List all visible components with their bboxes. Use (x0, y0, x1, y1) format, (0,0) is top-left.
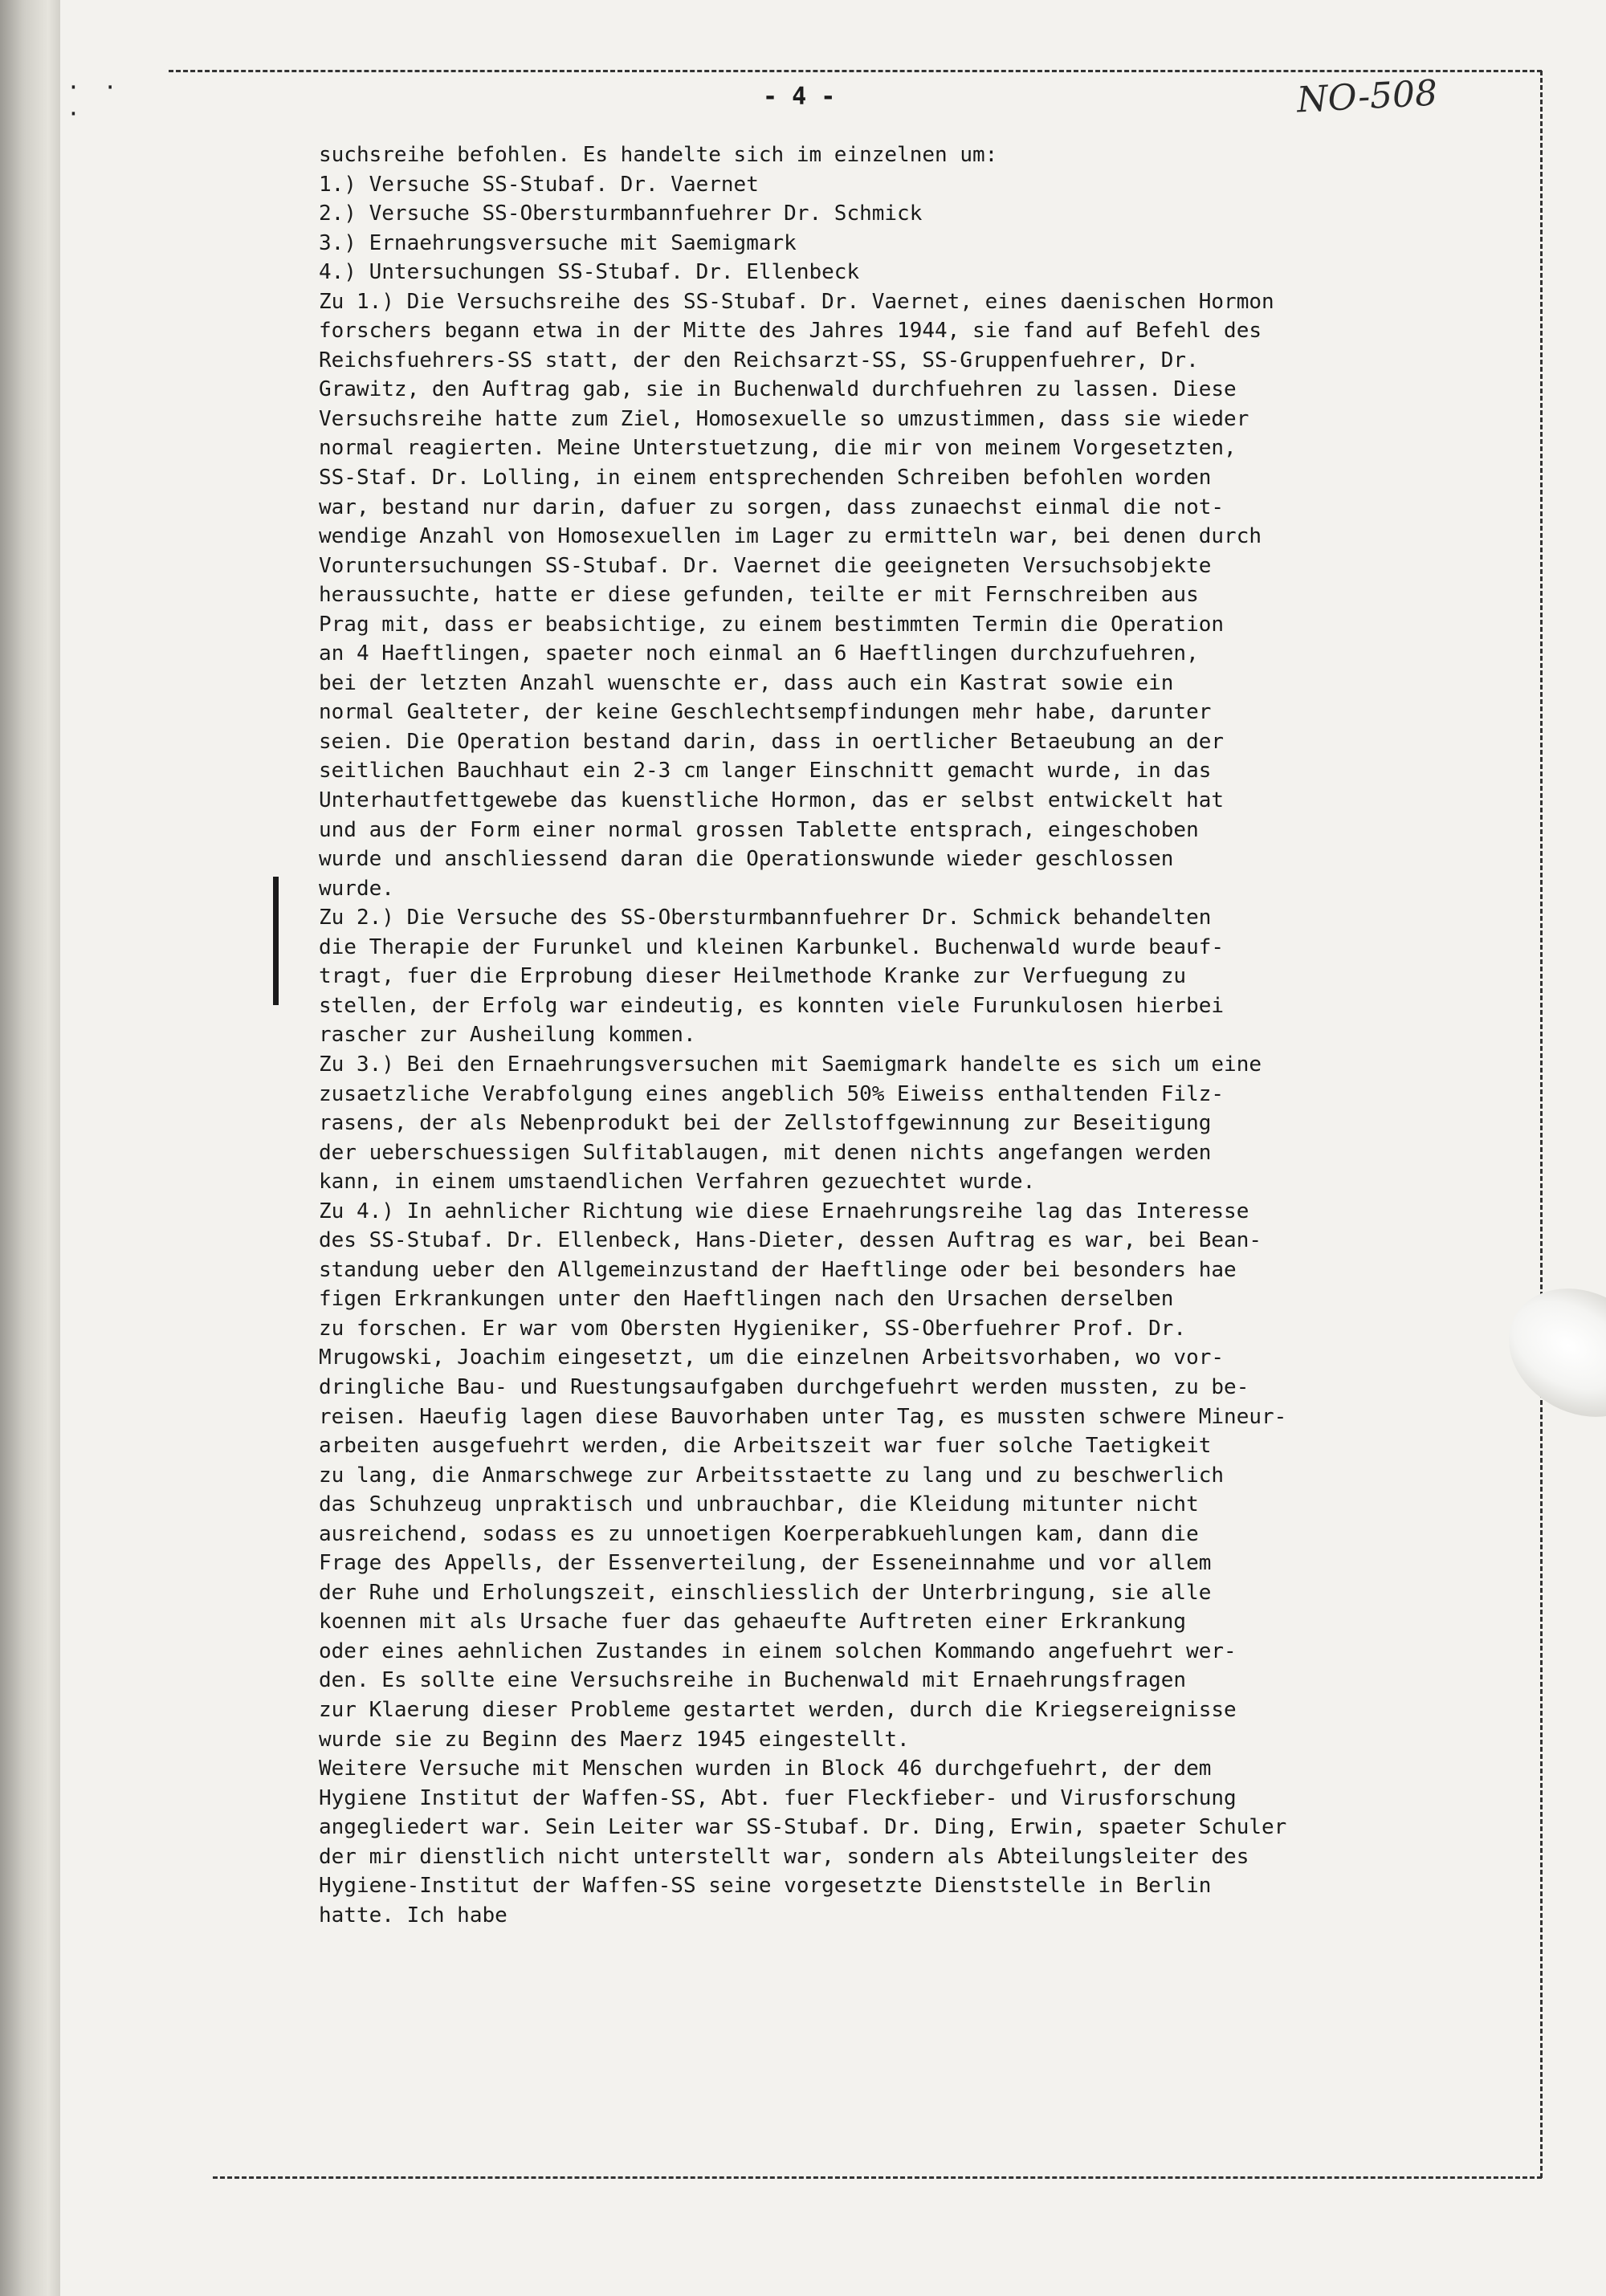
text-line: ausreichend, sodass es zu unnoetigen Koerperabkuehlungen kam, dann die (319, 1521, 1199, 1546)
text-line: Reichsfuehrers-SS statt, der den Reichsarzt-SS, SS-Gruppenfuehrer, Dr. (319, 348, 1199, 372)
text-line: Weitere Versuche mit Menschen wurden in Block 46 durchgefuehrt, der dem (319, 1757, 1212, 1781)
text-line: Grawitz, den Auftrag gab, sie in Buchenwald durchfuehren zu lassen. Diese (319, 377, 1237, 402)
text-line: normal Gealteter, der keine Geschlechtsempfindungen mehr habe, darunter (319, 700, 1212, 725)
text-line: bei der letzten Anzahl wuenschte er, dass auch ein Kastrat sowie ein (319, 670, 1174, 695)
frame-border-right (1540, 71, 1543, 2178)
text-line: standung ueber den Allgemeinzustand der Haeftlinge oder bei besonders hae (319, 1257, 1237, 1282)
text-line: Mrugowski, Joachim eingesetzt, um die einzelnen Arbeitsvorhaben, wo vor- (319, 1345, 1225, 1370)
body-text (319, 140, 1467, 1930)
text-line: Zu 4.) In aehnlicher Richtung wie diese Ernaehrungsreihe lag das Interesse (319, 1199, 1249, 1223)
text-line: zur Klaerung dieser Probleme gestartet werden, durch die Kriegsereignisse (319, 1697, 1237, 1722)
text-line: kann, in einem umstaendlichen Verfahren gezuechtet wurde. (319, 1170, 1036, 1195)
text-line: koennen mit als Ursache fuer das gehaeufte Auftreten einer Erkrankung (319, 1610, 1187, 1634)
text-line: angegliedert war. Sein Leiter war SS-Stubaf. Dr. Ding, Erwin, spaeter Schuler (319, 1815, 1287, 1840)
text-line: den. Es sollte eine Versuchsreihe in Buchenwald mit Ernaehrungsfragen (319, 1668, 1187, 1693)
adjacent-page-edge (0, 0, 60, 2296)
binding-hole-marks: · · · (67, 74, 122, 127)
text-line: 4.) Untersuchungen SS-Stubaf. Dr. Ellenbeck (319, 260, 860, 285)
text-line: 1.) Versuche SS-Stubaf. Dr. Vaernet (319, 172, 759, 197)
text-line: Hygiene-Institut der Waffen-SS seine vorgesetzte Dienststelle in Berlin (319, 1874, 1212, 1899)
text-line: wendige Anzahl von Homosexuellen im Lager zu ermitteln war, bei denen durch (319, 524, 1262, 549)
text-line: dringliche Bau- und Ruestungsaufgaben durchgefuehrt werden mussten, zu be- (319, 1374, 1249, 1399)
text-line: zu forschen. Er war vom Obersten Hygieniker, SS-Oberfuehrer Prof. Dr. (319, 1316, 1187, 1341)
frame-border-bottom (213, 2176, 1542, 2179)
text-line: seitlichen Bauchhaut ein 2-3 cm langer Einschnitt gemacht wurde, in das (319, 759, 1212, 784)
text-line: Unterhautfettgewebe das kuenstliche Hormon, das er selbst entwickelt hat (319, 788, 1225, 813)
text-line: normal reagierten. Meine Unterstuetzung, die mir von meinem Vorgesetzten, (319, 436, 1237, 461)
text-line: wurde sie zu Beginn des Maerz 1945 eingestellt. (319, 1727, 910, 1752)
frame-border-top (169, 70, 1542, 72)
text-line: SS-Staf. Dr. Lolling, in einem entsprechenden Schreiben befohlen worden (319, 466, 1212, 491)
text-line: zusaetzliche Verabfolgung eines angeblich 50% Eiweiss enthaltenden Filz- (319, 1081, 1225, 1106)
text-line: des SS-Stubaf. Dr. Ellenbeck, Hans-Dieter, dessen Auftrag es war, bei Bean- (319, 1228, 1262, 1253)
text-line: wurde und anschliessend daran die Operationswunde wieder geschlossen (319, 847, 1174, 872)
text-line: oder eines aehnlichen Zustandes in einem solchen Kommando angefuehrt wer- (319, 1639, 1237, 1663)
text-line: rascher zur Ausheilung kommen. (319, 1023, 696, 1048)
text-line: tragt, fuer die Erprobung dieser Heilmethode Kranke zur Verfuegung zu (319, 964, 1187, 989)
text-line: wurde. (319, 876, 394, 901)
text-line: reisen. Haeufig lagen diese Bauvorhaben unter Tag, es mussten schwere Mineur- (319, 1404, 1287, 1429)
text-line: suchsreihe befohlen. Es handelte sich im einzelnen um: (319, 143, 998, 167)
text-line: hatte. Ich habe (319, 1903, 507, 1928)
text-line: figen Erkrankungen unter den Haeftlingen nach den Ursachen derselben (319, 1287, 1174, 1312)
text-line: die Therapie der Furunkel und kleinen Karbunkel. Buchenwald wurde beauf- (319, 934, 1225, 959)
text-line: Zu 3.) Bei den Ernaehrungsversuchen mit Saemigmark handelte es sich um eine (319, 1052, 1262, 1077)
text-line: Prag mit, dass er beabsichtige, zu einem bestimmten Termin die Operation (319, 612, 1225, 637)
text-line: Voruntersuchungen SS-Stubaf. Dr. Vaernet die geeigneten Versuchsobjekte (319, 553, 1212, 578)
text-line: das Schuhzeug unpraktisch und unbrauchbar, die Kleidung mitunter nicht (319, 1492, 1199, 1517)
text-line: Versuchsreihe hatte zum Ziel, Homosexuelle so umzustimmen, dass sie wieder (319, 406, 1249, 431)
text-line: Hygiene Institut der Waffen-SS, Abt. fuer Fleckfieber- und Virusforschung (319, 1785, 1237, 1810)
text-line: heraussuchte, hatte er diese gefunden, teilte er mit Fernschreiben aus (319, 583, 1199, 608)
text-line: zu lang, die Anmarschwege zur Arbeitsstaette zu lang und zu beschwerlich (319, 1463, 1225, 1488)
paper-clip-glare (1486, 1264, 1606, 1442)
text-line: 2.) Versuche SS-Obersturmbannfuehrer Dr. Schmick (319, 202, 923, 226)
text-line: seien. Die Operation bestand darin, dass in oertlicher Betaeubung an der (319, 729, 1225, 754)
handwritten-archive-number: NO-508 (1295, 72, 1439, 121)
text-line: stellen, der Erfolg war eindeutig, es konnten viele Furunkulosen hierbei (319, 993, 1225, 1018)
margin-marker-bar (273, 877, 279, 1005)
text-line: arbeiten ausgefuehrt werden, die Arbeitszeit war fuer solche Taetigkeit (319, 1434, 1212, 1459)
text-line: Zu 1.) Die Versuchsreihe des SS-Stubaf. Dr. Vaernet, eines daenischen Hormon (319, 289, 1274, 314)
text-line: Frage des Appells, der Essenverteilung, der Esseneinnahme und vor allem (319, 1551, 1212, 1576)
text-line: und aus der Form einer normal grossen Tablette entsprach, eingeschoben (319, 817, 1199, 842)
text-line: forschers begann etwa in der Mitte des Jahres 1944, sie fand auf Befehl des (319, 319, 1262, 344)
text-line: war, bestand nur darin, dafuer zu sorgen, dass zunaechst einmal die not- (319, 495, 1225, 519)
page-number: - 4 - (763, 83, 836, 111)
text-line: der Ruhe und Erholungszeit, einschliesslich der Unterbringung, sie alle (319, 1580, 1212, 1605)
text-line: der mir dienstlich nicht unterstellt war, sondern als Abteilungsleiter des (319, 1844, 1249, 1869)
text-line: an 4 Haeftlingen, spaeter noch einmal an 6 Haeftlingen durchzufuehren, (319, 641, 1199, 666)
text-line: rasens, der als Nebenprodukt bei der Zellstoffgewinnung zur Beseitigung (319, 1111, 1212, 1136)
text-line: Zu 2.) Die Versuche des SS-Obersturmbannfuehrer Dr. Schmick behandelten (319, 906, 1212, 930)
text-line: 3.) Ernaehrungsversuche mit Saemigmark (319, 230, 797, 255)
text-line: der ueberschuessigen Sulfitablaugen, mit denen nichts angefangen werden (319, 1140, 1212, 1165)
